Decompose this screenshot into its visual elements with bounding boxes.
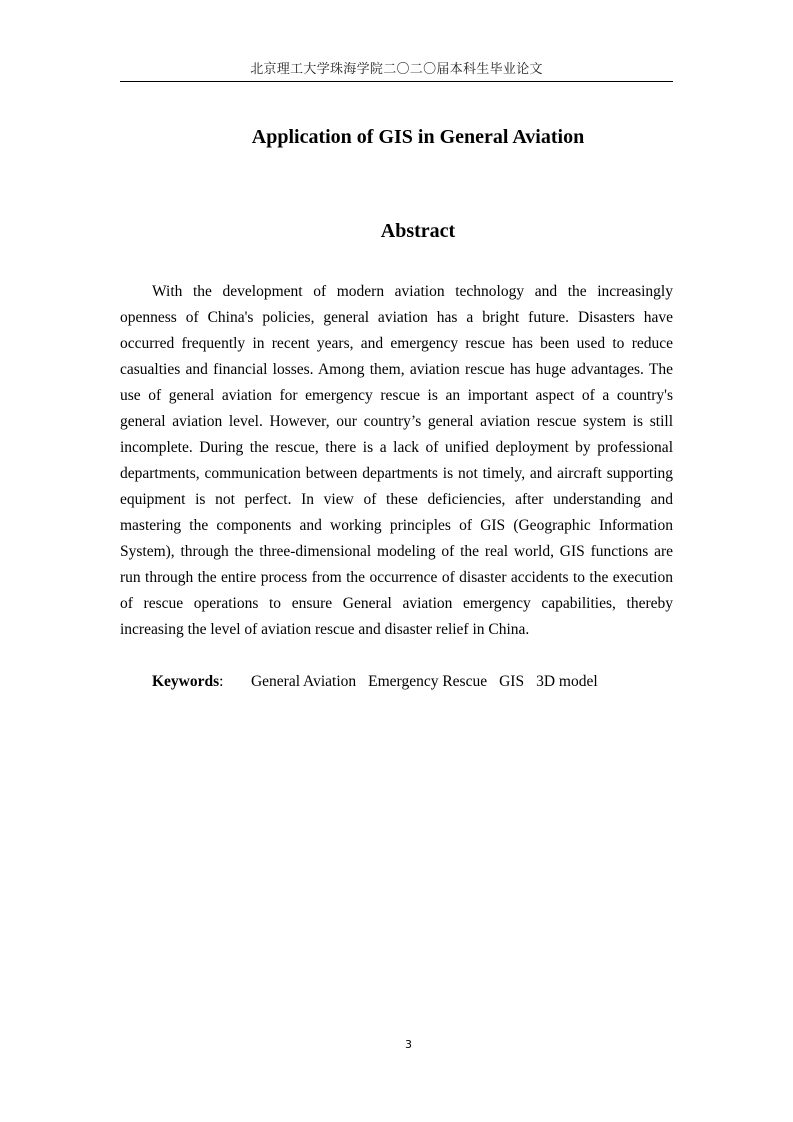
page-number: 3 xyxy=(405,1038,412,1051)
keyword-term: GIS xyxy=(499,673,525,690)
keyword-term: General Aviation xyxy=(250,673,357,690)
keyword-term: 3D model xyxy=(536,673,598,690)
keyword-term: Emergency Rescue xyxy=(368,673,488,690)
abstract-body: With the development of modern aviation technology and the increasingly openness of China's policies, general aviation has a bright future. Disasters have occurred frequently in recent years, and emergency rescue has been used to reduce casualties and financial losses. Among them, aviation rescue has huge advantages. The use of general aviation for emergency rescue is an important aspect of a country's general aviation level. However, our country’s general aviation rescue system is still incomplete. During the rescue, there is a lack of unified deployment by professional departments, communication between departments is not timely, and aircraft supporting equipment is not perfect. In view of these deficiencies, after understanding and mastering the components and working principles of GIS (Geographic Information System), through the three-dimensional modeling of the real world, GIS functions are run through the entire process from the occurrence of disaster accidents to the execution of rescue operations to ensure General aviation emergency capabilities, thereby increasing the level of aviation rescue and disaster relief in China. xyxy=(120,283,673,638)
running-header: 北京理工大学珠海学院二〇二〇届本科生毕业论文 xyxy=(250,62,543,77)
keywords-line xyxy=(152,669,598,695)
keywords-separator: : xyxy=(219,673,224,690)
abstract-heading: Abstract xyxy=(380,220,456,242)
paper-title: Application of GIS in General Aviation xyxy=(251,126,585,148)
header-divider xyxy=(120,81,673,82)
keywords-label: Keywords xyxy=(152,673,220,690)
